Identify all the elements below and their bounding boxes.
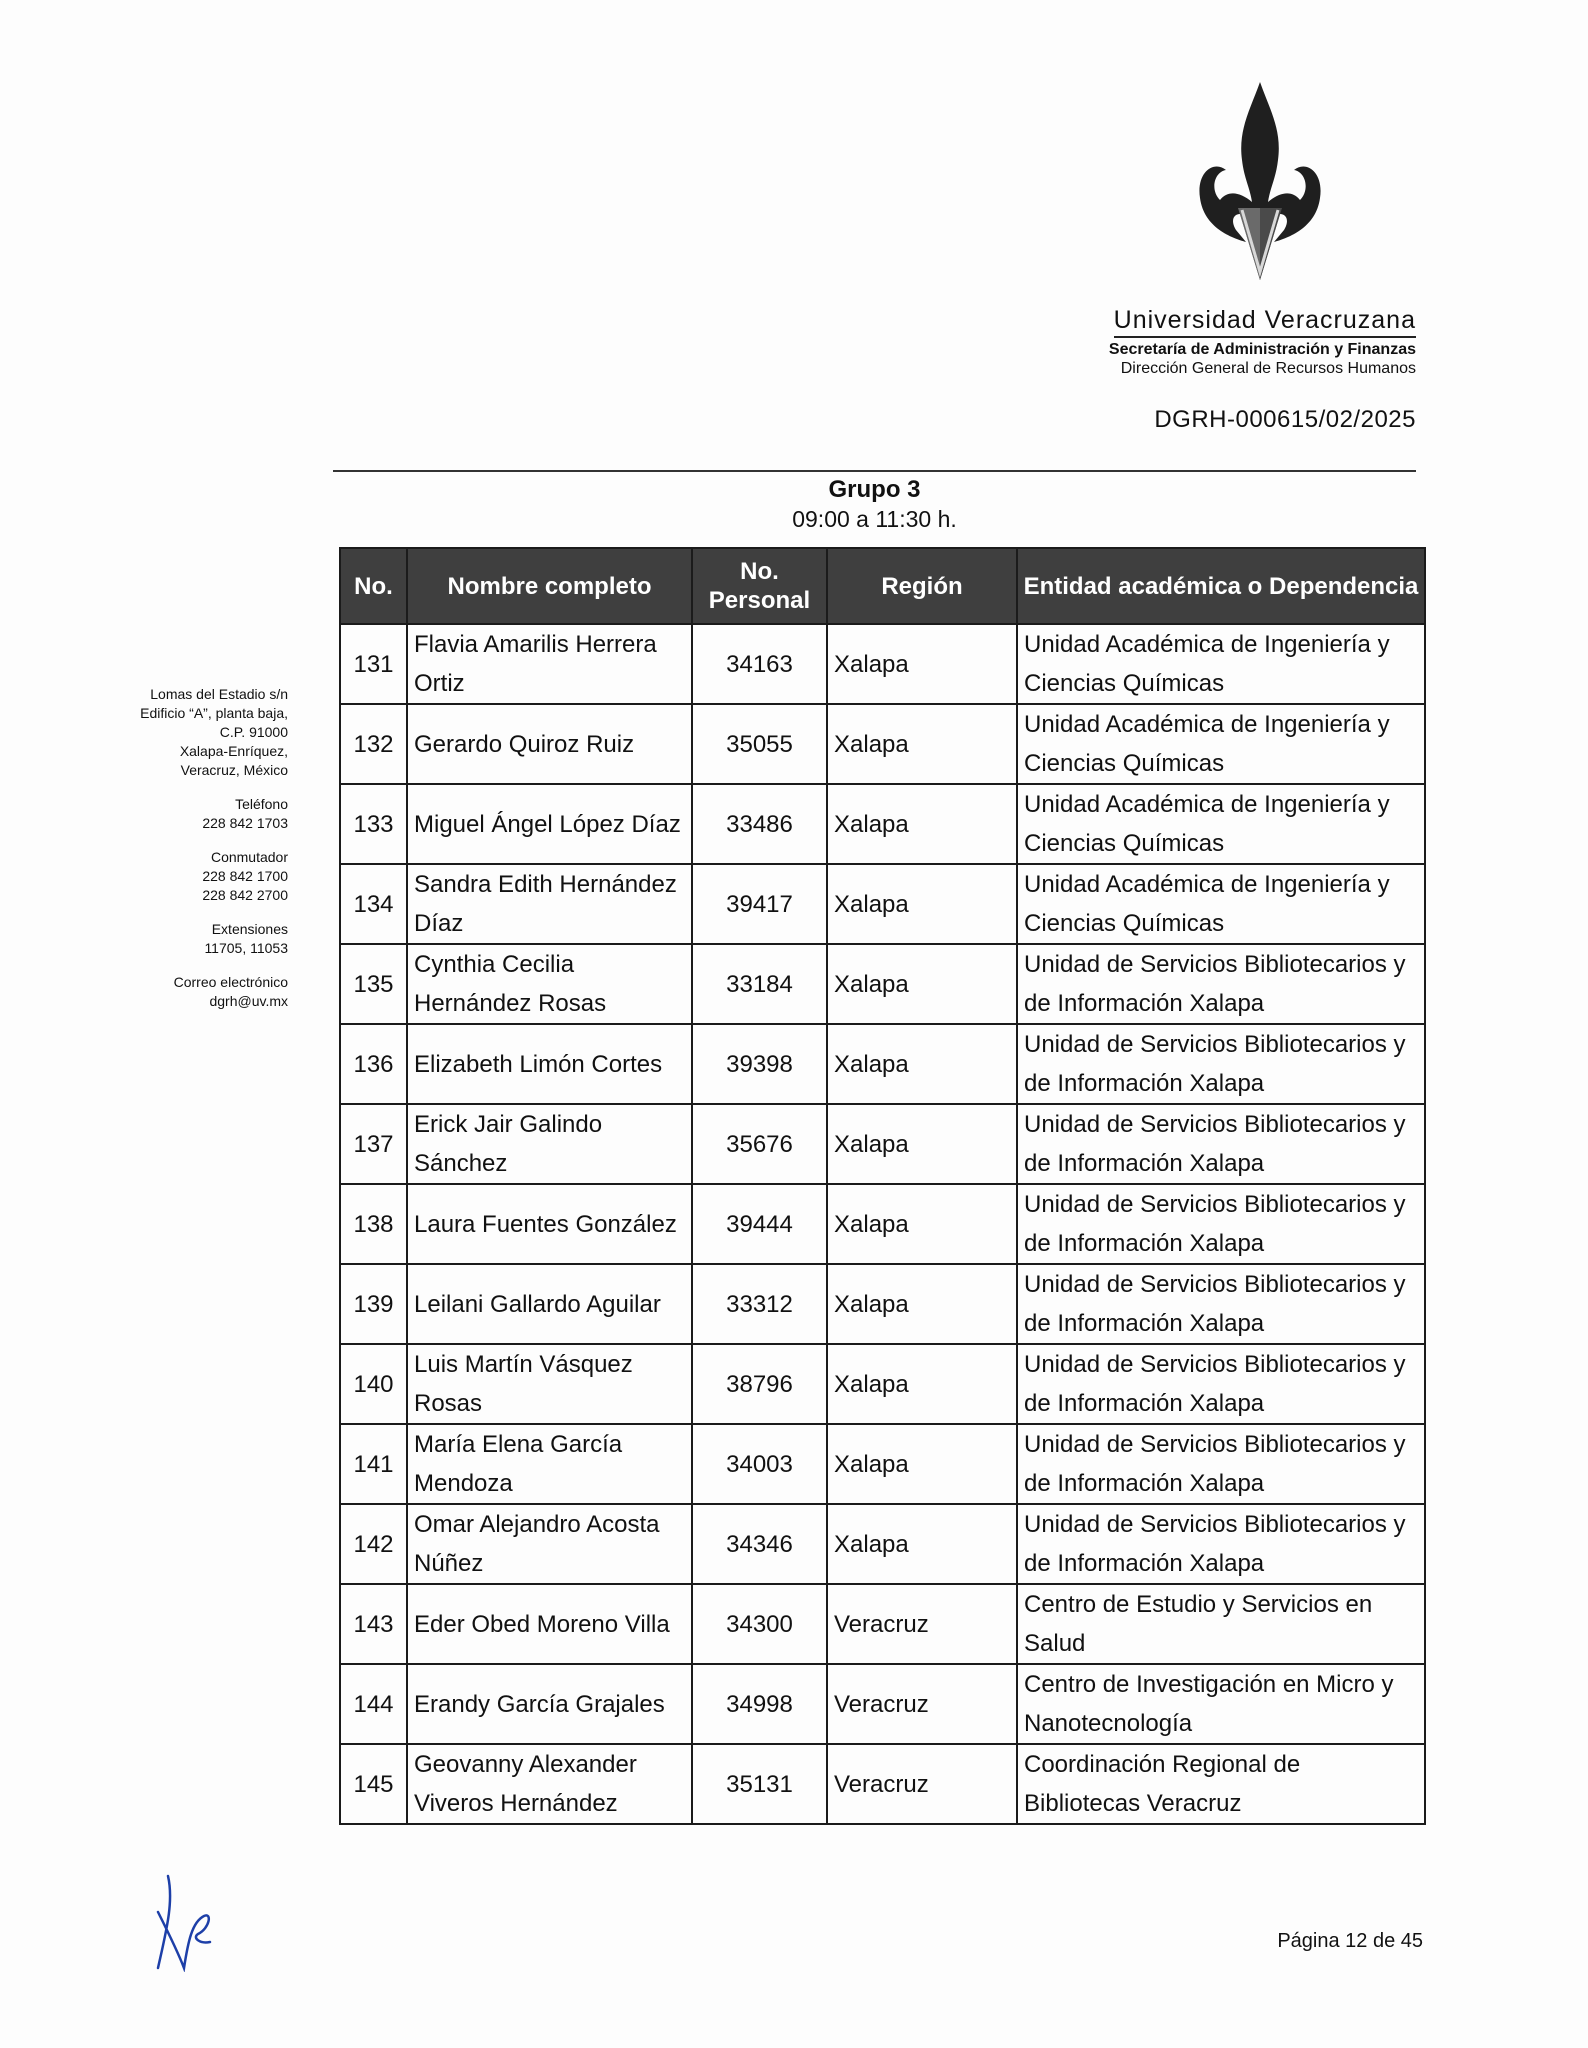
table-body [340, 624, 1425, 1824]
cell-region: Xalapa [827, 1184, 1017, 1264]
table-row [340, 1264, 1425, 1344]
cell-region: Xalapa [827, 784, 1017, 864]
group-time: 09:00 a 11:30 h. [792, 506, 957, 532]
header-entity: Entidad académica o Dependencia [1017, 548, 1425, 624]
cell-personal: 34998 [692, 1664, 827, 1744]
contact-sidebar [88, 685, 288, 1026]
contact-switchboard [88, 848, 288, 905]
header-name: Nombre completo [407, 548, 692, 624]
address-line: Xalapa-Enríquez, [179, 743, 288, 759]
table-row [340, 1024, 1425, 1104]
table-row [340, 1584, 1425, 1664]
university-logo [1180, 80, 1340, 300]
cell-no: 144 [340, 1664, 407, 1744]
cell-name: Geovanny Alexander Viveros Hernández [407, 1744, 692, 1824]
cell-name: Omar Alejandro Acosta Núñez [407, 1504, 692, 1584]
table-row [340, 1504, 1425, 1584]
table-row [340, 944, 1425, 1024]
cell-name: Gerardo Quiroz Ruiz [407, 704, 692, 784]
table-row [340, 1344, 1425, 1424]
cell-region: Xalapa [827, 1104, 1017, 1184]
header-personal: No. Personal [692, 548, 827, 624]
cell-region: Veracruz [827, 1584, 1017, 1664]
table-row [340, 1664, 1425, 1744]
cell-entity: Centro de Estudio y Servicios en Salud [1017, 1584, 1425, 1664]
switchboard-number: 228 842 1700 [202, 868, 288, 884]
table-row [340, 1184, 1425, 1264]
letterhead [1109, 306, 1416, 378]
header-divider [333, 470, 1416, 472]
address-line: Lomas del Estadio s/n [150, 686, 288, 702]
cell-entity: Unidad Académica de Ingeniería y Ciencias Químicas [1017, 864, 1425, 944]
table-row [340, 1104, 1425, 1184]
cell-no: 136 [340, 1024, 407, 1104]
cell-no: 135 [340, 944, 407, 1024]
phone-label: Teléfono [235, 796, 288, 812]
signature [148, 1872, 218, 1972]
cell-entity: Unidad Académica de Ingeniería y Ciencias Químicas [1017, 624, 1425, 704]
cell-no: 138 [340, 1184, 407, 1264]
cell-region: Xalapa [827, 1344, 1017, 1424]
cell-entity: Unidad de Servicios Bibliotecarios y de Información Xalapa [1017, 1184, 1425, 1264]
cell-name: Flavia Amarilis Herrera Ortiz [407, 624, 692, 704]
cell-entity: Unidad de Servicios Bibliotecarios y de Información Xalapa [1017, 1024, 1425, 1104]
cell-name: Eder Obed Moreno Villa [407, 1584, 692, 1664]
cell-region: Xalapa [827, 704, 1017, 784]
header-region: Región [827, 548, 1017, 624]
cell-personal: 39417 [692, 864, 827, 944]
email-link[interactable]: dgrh@uv.mx [209, 993, 288, 1009]
cell-entity: Unidad de Servicios Bibliotecarios y de Información Xalapa [1017, 1104, 1425, 1184]
table-header-row [340, 548, 1425, 624]
cell-personal: 34003 [692, 1424, 827, 1504]
cell-region: Xalapa [827, 944, 1017, 1024]
cell-name: Cynthia Cecilia Hernández Rosas [407, 944, 692, 1024]
switchboard-label: Conmutador [210, 849, 288, 865]
table-row [340, 1744, 1425, 1824]
address-line: Veracruz, México [180, 762, 288, 778]
cell-entity: Centro de Investigación en Micro y Nanotecnología [1017, 1664, 1425, 1744]
cell-name: Erick Jair Galindo Sánchez [407, 1104, 692, 1184]
cell-name: Elizabeth Limón Cortes [407, 1024, 692, 1104]
cell-region: Xalapa [827, 1504, 1017, 1584]
cell-name: Miguel Ángel López Díaz [407, 784, 692, 864]
cell-name: Leilani Gallardo Aguilar [407, 1264, 692, 1344]
cell-entity: Coordinación Regional de Bibliotecas Veracruz [1017, 1744, 1425, 1824]
secretariat-name: Secretaría de Administración y Finanzas [1108, 341, 1416, 358]
cell-region: Xalapa [827, 624, 1017, 704]
cell-personal: 34300 [692, 1584, 827, 1664]
cell-region: Xalapa [827, 1264, 1017, 1344]
cell-personal: 33486 [692, 784, 827, 864]
document-id: DGRH-000615/02/2025 [1154, 406, 1416, 433]
roster-table [339, 547, 1426, 1825]
cell-entity: Unidad Académica de Ingeniería y Ciencias Químicas [1017, 784, 1425, 864]
cell-region: Veracruz [827, 1664, 1017, 1744]
cell-no: 133 [340, 784, 407, 864]
cell-no: 140 [340, 1344, 407, 1424]
table-row [340, 1424, 1425, 1504]
group-title: Grupo 3 [828, 476, 921, 503]
cell-entity: Unidad de Servicios Bibliotecarios y de Información Xalapa [1017, 944, 1425, 1024]
cell-no: 143 [340, 1584, 407, 1664]
cell-name: Erandy García Grajales [407, 1664, 692, 1744]
cell-no: 139 [340, 1264, 407, 1344]
switchboard-number: 228 842 2700 [202, 887, 288, 903]
cell-personal: 35676 [692, 1104, 827, 1184]
cell-entity: Unidad de Servicios Bibliotecarios y de Información Xalapa [1017, 1344, 1425, 1424]
cell-name: María Elena García Mendoza [407, 1424, 692, 1504]
contact-address [88, 685, 288, 780]
contact-phone [88, 795, 288, 833]
cell-region: Xalapa [827, 1024, 1017, 1104]
extensions-value: 11705, 11053 [204, 940, 288, 956]
cell-name: Laura Fuentes González [407, 1184, 692, 1264]
cell-region: Xalapa [827, 864, 1017, 944]
table-row [340, 624, 1425, 704]
address-line: Edificio “A”, planta baja, [140, 705, 288, 721]
cell-no: 131 [340, 624, 407, 704]
cell-personal: 34346 [692, 1504, 827, 1584]
extensions-label: Extensiones [211, 921, 288, 937]
header-no: No. [340, 548, 407, 624]
cell-no: 145 [340, 1744, 407, 1824]
cell-personal: 39398 [692, 1024, 827, 1104]
cell-personal: 35131 [692, 1744, 827, 1824]
directorate-name: Dirección General de Recursos Humanos [1120, 360, 1416, 377]
cell-personal: 34163 [692, 624, 827, 704]
cell-personal: 38796 [692, 1344, 827, 1424]
email-label: Correo electrónico [173, 974, 288, 990]
cell-personal: 33312 [692, 1264, 827, 1344]
table-row [340, 864, 1425, 944]
cell-no: 141 [340, 1424, 407, 1504]
phone-number: 228 842 1703 [202, 815, 288, 831]
contact-extensions [88, 920, 288, 958]
cell-entity: Unidad de Servicios Bibliotecarios y de Información Xalapa [1017, 1504, 1425, 1584]
cell-no: 134 [340, 864, 407, 944]
cell-personal: 39444 [692, 1184, 827, 1264]
cell-no: 132 [340, 704, 407, 784]
page-number: Página 12 de 45 [1277, 1930, 1423, 1952]
cell-no: 142 [340, 1504, 407, 1584]
cell-name: Sandra Edith Hernández Díaz [407, 864, 692, 944]
cell-name: Luis Martín Vásquez Rosas [407, 1344, 692, 1424]
cell-personal: 33184 [692, 944, 827, 1024]
cell-no: 137 [340, 1104, 407, 1184]
table-row [340, 704, 1425, 784]
table-row [340, 784, 1425, 864]
cell-region: Xalapa [827, 1424, 1017, 1504]
cell-entity: Unidad de Servicios Bibliotecarios y de Información Xalapa [1017, 1424, 1425, 1504]
cell-region: Veracruz [827, 1744, 1017, 1824]
cell-entity: Unidad de Servicios Bibliotecarios y de Información Xalapa [1017, 1264, 1425, 1344]
university-name: Universidad Veracruzana [1114, 306, 1416, 338]
cell-entity: Unidad Académica de Ingeniería y Ciencias Químicas [1017, 704, 1425, 784]
cell-personal: 35055 [692, 704, 827, 784]
address-line: C.P. 91000 [219, 724, 288, 740]
contact-email [88, 973, 288, 1011]
